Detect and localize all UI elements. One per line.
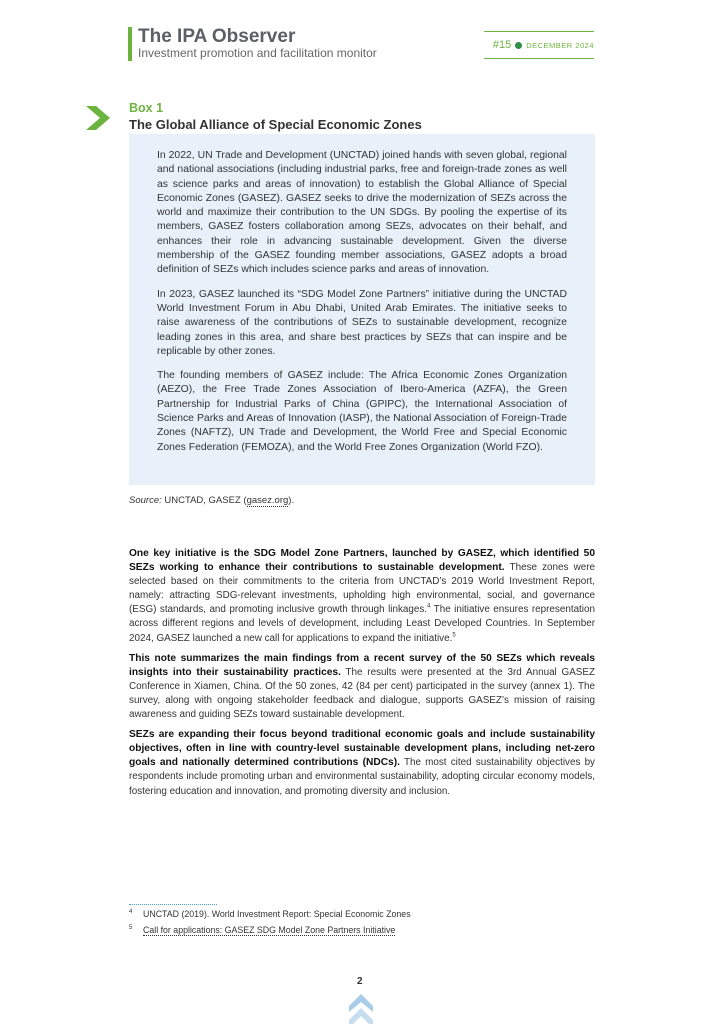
paragraph-lead: One key initiative is the SDG Model Zone Partners, launched by GASEZ, which identified 50 SEZs working to enhance their contributions to sustainable development.: [129, 548, 595, 574]
page-number: 2: [357, 976, 363, 987]
source-label: Source:: [129, 495, 162, 506]
header-accent-bar: [128, 27, 132, 61]
source-end: ).: [288, 495, 295, 506]
footnote-number: 4: [129, 909, 133, 915]
publication-title: The IPA Observer: [138, 26, 296, 47]
footnote-ref[interactable]: 4: [427, 604, 431, 611]
info-box: [129, 134, 595, 485]
issue-date: DECEMBER 2024: [526, 40, 594, 50]
body-paragraph: [129, 547, 595, 646]
source-text: UNCTAD, GASEZ (: [164, 495, 247, 506]
issue-info: [484, 31, 594, 59]
box-title: The Global Alliance of Special Economic Zones: [129, 117, 422, 132]
body-paragraph: [129, 728, 595, 798]
footnote-link[interactable]: Call for applications: GASEZ SDG Model Zone Partners Initiative: [143, 925, 396, 935]
paragraph-lead: SEZs are expanding their focus beyond traditional economic goals and include sustainability objectives, often in line with country-level sustainable development plans, including net-zero goals and nationally determined contributions (NDCs).: [129, 729, 595, 769]
footnote-ref[interactable]: 5: [452, 632, 456, 639]
dot-icon: [515, 42, 522, 49]
body-paragraph: [129, 652, 595, 722]
paragraph-text: The results were presented at the 3rd Annual GASEZ Conference in Xiamen, China. Of the 50 zones, 42 (84 per cent) participated in the survey (annex 1). The survey, along with ongoing stakeholder feedback and dialogue, supports GASEZ’s mission of raising awareness and guiding SEZs toward sustainable development.: [129, 666, 595, 721]
footnote: [129, 925, 395, 935]
box-paragraph: In 2023, GASEZ launched its “SDG Model Zone Partners” initiative during the UNCTAD World Investment Forum in Abu Dhabi, United Arab Emirates. The initiative seeks to raise awareness of the contributions of SEZs to sustainable development, recognize leading zones in this area, and share best practices by SEZs that can inspire and be replicable by other zones.: [157, 288, 567, 357]
publication-subtitle: Investment promotion and facilitation monitor: [138, 46, 377, 60]
footnote-text: UNCTAD (2019). World Investment Report: Special Economic Zones: [143, 909, 411, 919]
footnote: [129, 909, 411, 919]
chevron-up-icon[interactable]: [349, 994, 373, 1024]
paragraph-lead: This note summarizes the main findings from a recent survey of the 50 SEZs which reveals insights into their sustainability practices.: [129, 652, 595, 678]
footnote-divider: [129, 904, 217, 905]
box-label: Box 1: [129, 101, 164, 115]
paragraph-text: These zones were selected based on their commitments to the criteria from UNCTAD’s 2019 World Investment Report, namely: attracting SDG-relevant investments, upholding high environmental, social, and governance (ESG) standards, and promoting inclusive growth through linkages.: [129, 562, 595, 616]
body-text: [129, 547, 595, 805]
box-paragraph: The founding members of GASEZ include: The Africa Economic Zones Organization (AEZO), the Free Trade Zones Association of Ibero-America (AZFA), the Green Partnership for Industrial Parks of China (GPIPC), the International Association of Science Parks and Areas of Innovation (IASP), the National Association of Foreign-Trade Zones (NAFTZ), UN Trade and Development, the World Free and Special Economic Zones Federation (FEMOZA), and the World Free Zones Organization (World FZO).: [157, 370, 567, 453]
box-paragraph: In 2022, UN Trade and Development (UNCTAD) joined hands with seven global, regional and national associations (including industrial parks, free and foreign-trade zones as well as science parks and areas of innovation) to establish the Global Alliance of Special Economic Zones (GASEZ). GASEZ seeks to drive the modernization of SEZs across the world and maximize their contribution to the UN SDGs. By pooling the expertise of its members, GASEZ fosters collaboration among SEZs, advocates on their behalf, and enhances their role in advancing sustainable development. Given the diverse membership of the GASEZ founding member associations, GASEZ adopts a broad definition of SEZs which includes science parks and areas of innovation.: [157, 150, 567, 276]
chevron-right-icon: [86, 106, 110, 130]
source-link[interactable]: gasez.org: [246, 495, 289, 506]
source-note: [129, 495, 294, 506]
paragraph-text: The initiative ensures representation across different regions and levels of development, including Least Developed Countries. In September 2024, GASEZ launched a new call for applications to expand the initiative.: [129, 604, 595, 644]
paragraph-text: The most cited sustainability objectives by respondents include promoting urban and environmental sustainability, adopting circular economy models, fostering education and innovation, and promoting diversity and inclusion.: [129, 757, 595, 797]
footnote-number: 5: [129, 925, 133, 931]
issue-number: #15: [492, 39, 512, 51]
